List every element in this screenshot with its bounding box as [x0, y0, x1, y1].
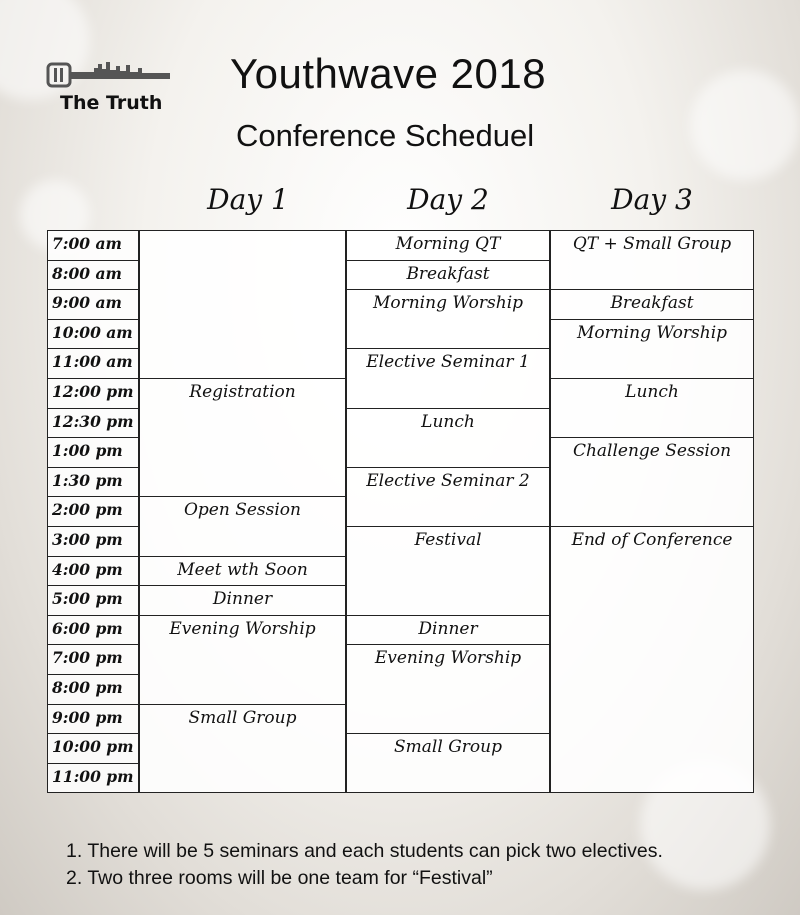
time-slot: 5:00 pm	[47, 585, 139, 616]
schedule-event-open-session: Open Session	[139, 496, 346, 557]
time-slot: 7:00 pm	[47, 644, 139, 675]
bokeh-light	[690, 70, 800, 180]
schedule-event-meet-wth-soon: Meet wth Soon	[139, 556, 346, 586]
schedule-event-morning-qt: Morning QT	[346, 230, 550, 261]
logo-text: The Truth	[60, 92, 163, 114]
schedule-event-morning-worship: Morning Worship	[346, 289, 550, 349]
time-slot: 8:00 pm	[47, 674, 139, 705]
page-title: Youthwave 2018	[230, 50, 547, 97]
time-slot: 9:00 am	[47, 289, 139, 320]
schedule-event-small-group: Small Group	[346, 733, 550, 793]
schedule-event-breakfast: Breakfast	[550, 289, 754, 320]
schedule-event-lunch: Lunch	[550, 378, 754, 438]
schedule-event-empty	[139, 230, 346, 379]
time-slot: 9:00 pm	[47, 704, 139, 734]
day-header-3: Day 3	[611, 183, 693, 216]
schedule-event-festival: Festival	[346, 526, 550, 616]
time-slot: 4:00 pm	[47, 556, 139, 586]
schedule-event-dinner: Dinner	[139, 585, 346, 616]
time-slot: 11:00 pm	[47, 763, 139, 793]
time-slot: 8:00 am	[47, 260, 139, 290]
schedule-event-breakfast: Breakfast	[346, 260, 550, 290]
schedule-event-lunch: Lunch	[346, 408, 550, 468]
time-slot: 10:00 am	[47, 319, 139, 349]
schedule-event-end-of-conference: End of Conference	[550, 526, 754, 793]
time-slot: 12:00 pm	[47, 378, 139, 409]
schedule-event-elective-seminar-2: Elective Seminar 2	[346, 467, 550, 527]
schedule-event-dinner: Dinner	[346, 615, 550, 645]
schedule-event-challenge-session: Challenge Session	[550, 437, 754, 527]
time-slot: 3:00 pm	[47, 526, 139, 557]
time-slot: 1:30 pm	[47, 467, 139, 497]
day-header-2: Day 2	[407, 183, 489, 216]
footnote-2: 2. Two three rooms will be one team for “Festival”	[66, 867, 493, 889]
time-slot: 6:00 pm	[47, 615, 139, 645]
schedule-event-registration: Registration	[139, 378, 346, 497]
time-slot: 11:00 am	[47, 348, 139, 379]
day-header-1: Day 1	[207, 183, 289, 216]
schedule-event-evening-worship: Evening Worship	[346, 644, 550, 734]
schedule-event-qt-small-group: QT + Small Group	[550, 230, 754, 290]
schedule-event-small-group: Small Group	[139, 704, 346, 793]
schedule-event-elective-seminar-1: Elective Seminar 1	[346, 348, 550, 409]
time-slot: 7:00 am	[47, 230, 139, 261]
schedule-event-evening-worship: Evening Worship	[139, 615, 346, 705]
time-slot: 1:00 pm	[47, 437, 139, 468]
time-slot: 12:30 pm	[47, 408, 139, 438]
time-slot: 2:00 pm	[47, 496, 139, 527]
footnote-1: 1. There will be 5 seminars and each students can pick two electives.	[66, 840, 663, 862]
schedule-event-morning-worship: Morning Worship	[550, 319, 754, 379]
page-subtitle: Conference Scheduel	[236, 118, 535, 153]
time-slot: 10:00 pm	[47, 733, 139, 764]
